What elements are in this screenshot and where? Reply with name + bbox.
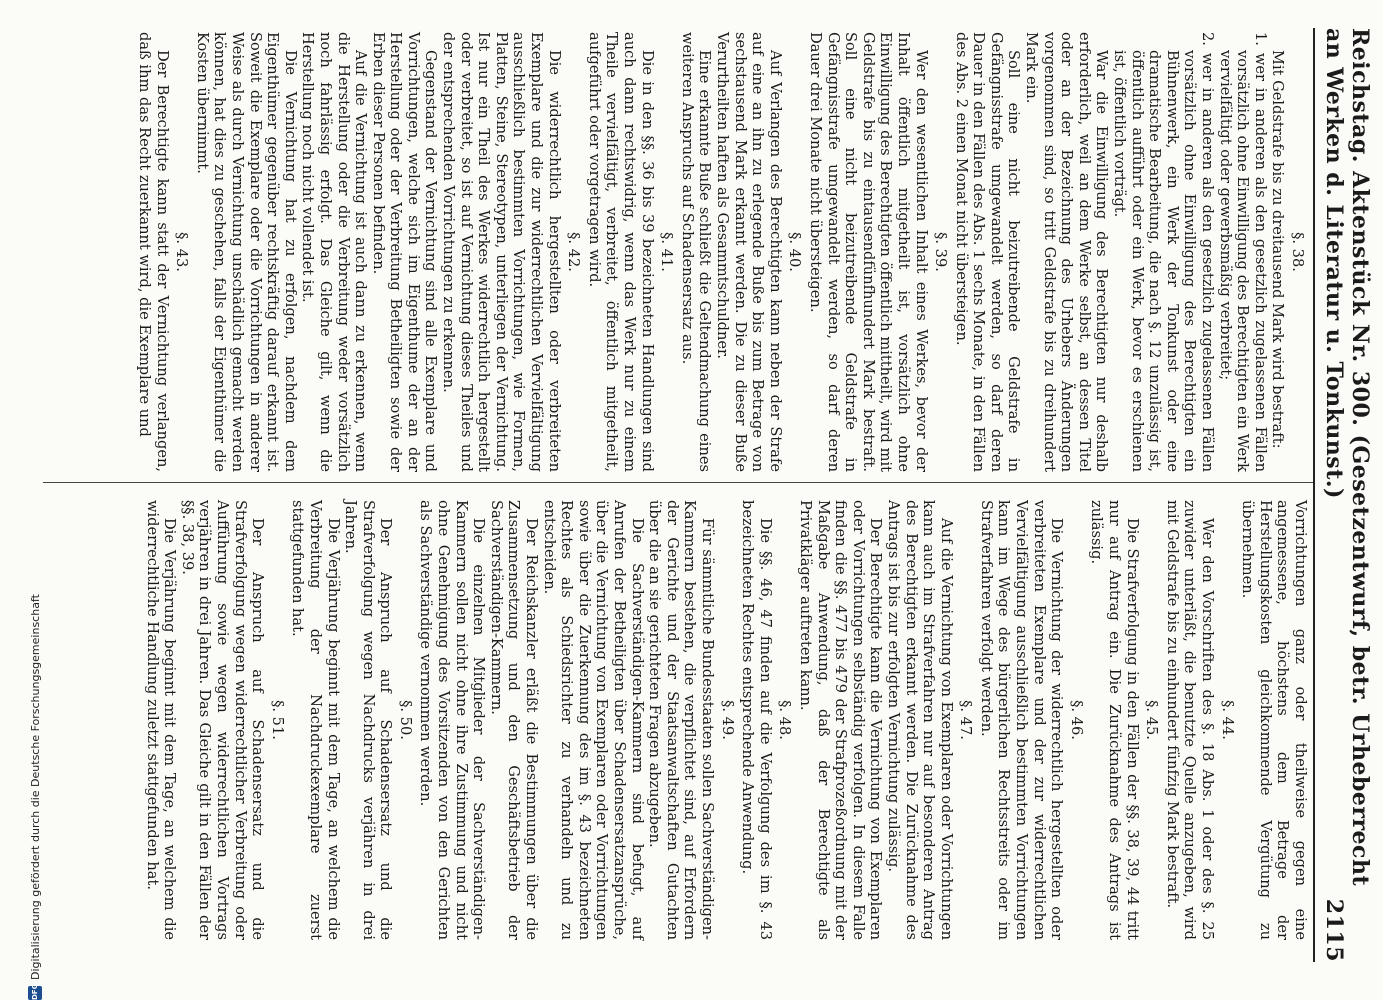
paragraph: Der Reichskanzler erläßt die Bestimmungen über die Zusammensetzung und den Geschäftsbetrieb der Sachverständigen-Kammern. xyxy=(487,500,541,940)
paragraph: War die Einwilligung des Berechtigten nur deshalb erforderlich, weil an dem Werke selbst, an dessen Titel oder an der Bezeichnung des Urhebers Änderungen vorgenommen sind, so tritt Geldstrafe bis zu dreihundert Mark ein. xyxy=(1023,32,1111,472)
paragraph: Wer den Vorschriften des §. 18 Abs. 1 oder des §. 25 zuwider unterläßt, die benutzte Quelle anzugeben, wird mit Geldstrafe bis zu einhundert fünfzig Mark bestraft. xyxy=(1163,500,1217,940)
paragraph: Die widerrechtlich hergestellten oder verbreiteten Exemplare und die zur widerrechtlichen Vervielfältigung ausschließlich bestimmten Vorrichtungen, wie Formen, Platten, Steine, Stereotypen, unterliegen der Vernichtung. Ist nur ein Theil des Werkes widerrechtlich hergestellt oder verbreitet, so ist auf Vernichtung dieses Theiles und der entsprechenden Vorrichtungen zu erkennen. xyxy=(440,32,563,472)
paragraph: Auf Verlangen des Berechtigten kann neben der Strafe auf eine an ihn zu erlegende Buße bis zum Betrage von sechstausend Mark erkannt werden. Die zu dieser Buße Verurtheilten haften als Gesammtschuldner. xyxy=(714,32,784,472)
section-heading: §. 49. xyxy=(718,700,736,740)
left-column xyxy=(135,32,1309,472)
paragraph: Die Strafverfolgung in den Fällen der §§. 38, 39, 44 tritt nur auf Antrag ein. Die Zurücknahme des Antrags ist zulässig. xyxy=(1088,500,1141,940)
paragraph: Der Anspruch auf Schadensersatz und die Strafverfolgung wegen Nachdrucks verjähren in drei Jahren. xyxy=(342,500,395,940)
section-heading: §. 48. xyxy=(776,700,794,740)
paragraph: Für sämmtliche Bundesstaaten sollen Sachverständigen-Kammern bestehen, die verpflichtet sind, auf Erfordern der Gerichte und der Staatsanwaltschaften Gutachten über die an sie gerichteten Fragen abzugeben. xyxy=(646,500,716,940)
paragraph: Der Anspruch auf Schadensersatz und die Strafverfolgung wegen widerrechtlicher Verbreitung oder Aufführung sowie wegen widerrechtlichen Vortrags verjähren in drei Jahren. Das Gleiche gilt in den Fällen der §§. 38, 39. xyxy=(178,500,267,940)
section-heading: §. 41. xyxy=(658,232,676,272)
paragraph: Der Berechtigte kann die Vernichtung von Exemplaren oder Vorrichtungen selbständig verfolgen. In diesem Falle finden die §§. 477 bis 479 der Strafprozeßordnung mit der Maßgabe Anwendung, daß der Berechtigte als Privatkläger auftreten kann. xyxy=(796,500,885,940)
paragraph: Die Vernichtung hat zu erfolgen, nachdem dem Eigenthümer gegenüber rechtskräftig darauf erkannt ist. Soweit die Exemplare oder die Vorrichtungen in anderer Weise als durch Vernichtung unschädlich gemacht werden können, hat dies zu geschehen, falls der Eigenthümer die Kosten übernimmt. xyxy=(193,32,299,472)
section-heading: §. 44. xyxy=(1218,700,1236,740)
paragraph: Die Verjährung beginnt mit dem Tage, an welchem die widerrechtliche Handlung zuletzt stattgefunden hat. xyxy=(143,500,179,940)
paragraph: Auf die Vernichtung von Exemplaren oder Vorrichtungen kann auch im Strafverfahren nur auf besonderen Antrag des Berechtigten erkannt werden. Die Zurücknahme des Antrags ist bis zur erfolgten Vernichtung zulässig. xyxy=(884,500,955,940)
section-heading: §. 45. xyxy=(1143,700,1161,740)
page-number: 2115 xyxy=(1321,898,1347,962)
section-heading: §. 43. xyxy=(173,232,191,272)
list-item: 1. wer in anderen als den gesetzlich zugelassenen Fällen vorsätzlich ohne Einwilligung des Berechtigten ein Werk vervielfältigt oder gewerbsmäßig verbreitet; xyxy=(1216,32,1269,472)
paragraph: Auf die Vernichtung ist auch dann zu erkennen, wenn die Herstellung oder die Verbreitung weder vorsätzlich noch fahrlässig erfolgt. Das Gleiche gilt, wenn die Herstellung noch nicht vollendet ist. xyxy=(299,32,370,472)
paragraph: Die Sachverständigen-Kammern sind befugt, auf Anrufen der Betheiligten über Schadensersatzansprüche, über die Vernichtung von Exemplaren oder Vorrichtungen sowie über die Zuerkennung des im §. 43 bezeichneten Rechtes als Schiedsrichter zu verhandeln und zu entscheiden. xyxy=(540,500,646,940)
section-heading: §. 50. xyxy=(396,700,414,740)
paragraph: Soll eine nicht beizutreibende Geldstrafe in Gefängnisstrafe umgewandelt werden, so darf deren Dauer in den Fällen des Abs. 1 sechs Monate, in den Fällen des Abs. 2 einen Monat nicht übersteigen. xyxy=(952,32,1023,472)
dfg-footer xyxy=(24,0,46,1000)
list-item: 2. wer in anderen als den gesetzlich zugelassenen Fällen vorsätzlich ohne Einwilligung des Berechtigten ein Bühnenwerk, ein Werk der Tonkunst oder eine dramatische Bearbeitung, die nach §. 12 unzulässig ist, öffentlich aufführt oder ein Werk, bevor es erschienen ist, öffentlich vorträgt. xyxy=(1111,32,1217,472)
paragraph: Die Verjährung beginnt mit dem Tage, an welchem die Verbreitung der Nachdruckexemplare zuerst stattgefunden hat. xyxy=(289,500,342,940)
right-column xyxy=(143,500,1309,940)
section-heading: §. 51. xyxy=(268,700,286,740)
paragraph: Die §§. 46, 47 finden auf die Verfolgung des im §. 43 bezeichneten Rechtes entsprechende Anwendung. xyxy=(739,500,774,940)
dfg-funding-note: Digitalisierung gefördert durch die Deutsche Forschungsgemeinschaft xyxy=(28,594,42,980)
header-title: Reichstag. Aktenstück Nr. 300. (Gesetzentwurf, betr. Urheberrecht an Werken d. Literatur u. Tonkunst.) xyxy=(1321,28,1373,887)
section-heading: §. 46. xyxy=(1067,700,1085,740)
dfg-logo-icon: DFG xyxy=(28,986,42,1000)
column-divider xyxy=(43,482,1313,483)
section-heading: §. 42. xyxy=(565,232,583,272)
paragraph: Die in den §§. 36 bis 39 bezeichneten Handlungen sind auch dann rechtswidrig, wenn das Werk nur zu einem Theile vervielfältigt, verbreitet, öffentlich mitgetheilt, aufgeführt oder vorgetragen wird. xyxy=(585,32,656,472)
section-heading: §. 47. xyxy=(957,700,975,740)
paragraph: Die einzelnen Mitglieder der Sachverständigen-Kammern sollen nicht ohne ihre Zustimmung und nicht ohne Genehmigung des Vorsitzenden von den Gerichten als Sachverständige vernommen werden. xyxy=(417,500,488,940)
section-heading: §. 39. xyxy=(932,232,950,272)
page-header xyxy=(1313,28,1373,962)
paragraph: Die Vernichtung der widerrechtlich hergestellten oder verbreiteten Exemplare und der zur widerrechtlichen Vervielfältigung ausschließlich bestimmten Vorrichtungen kann im Wege des bürgerlichen Rechtsstreits oder im Strafverfahren verfolgt werden. xyxy=(977,500,1066,940)
paragraph: Wer den wesentlichen Inhalt eines Werkes, bevor der Inhalt öffentlich mitgetheilt ist, vorsätzlich ohne Einwilligung des Berechtigten öffentlich mittheilt, wird mit Geldstrafe bis zu eintausendfünfhundert Mark bestraft. Soll eine nicht beizutreibende Geldstrafe in Gefängnisstrafe umgewandelt werden, so darf deren Dauer drei Monate nicht übersteigen. xyxy=(806,32,930,472)
paragraph: Mit Geldstrafe bis zu dreitausend Mark wird bestraft: xyxy=(1269,50,1287,449)
section-heading: §. 38. xyxy=(1289,232,1306,272)
paragraph: Vorrichtungen ganz oder theilweise gegen eine angemessene, höchstens dem Betrage der Herstellungskosten gleichkommende Vergütung zu übernehmen. xyxy=(1239,500,1309,940)
paragraph: Der Berechtigte kann statt der Vernichtung verlangen, daß ihm das Recht zuerkannt wird, die Exemplare und xyxy=(136,32,171,472)
paragraph: Eine erkannte Buße schließt die Geltendmachung eines weiteren Anspruchs auf Schadensersatz aus. xyxy=(678,32,714,472)
paragraph: Gegenstand der Vernichtung sind alle Exemplare und Vorrichtungen, welche sich im Eigenthume der an der Herstellung oder der Verbreitung Betheiligten sowie der Erben dieser Personen befinden. xyxy=(369,32,440,472)
section-heading: §. 40. xyxy=(786,232,804,272)
